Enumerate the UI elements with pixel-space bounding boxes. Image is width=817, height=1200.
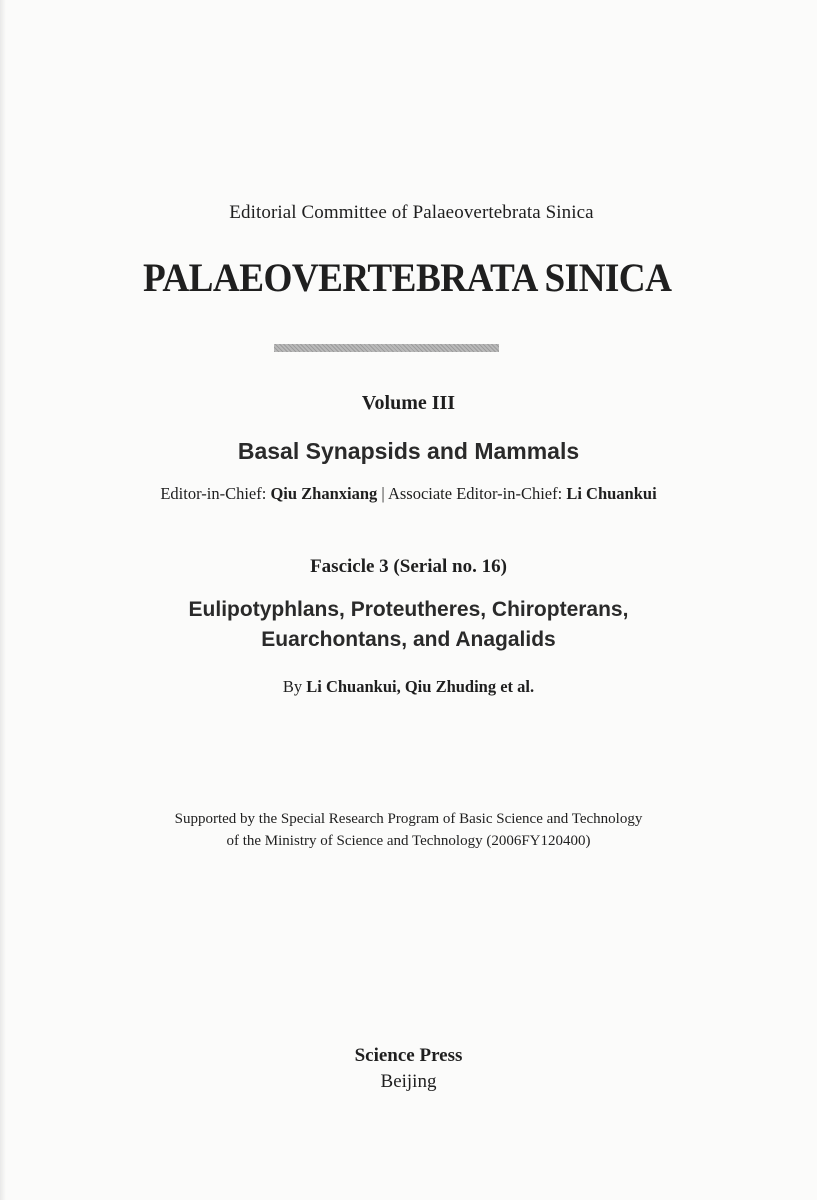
associate-editor-name: Li Chuankui [566,484,657,503]
fascicle-title-line-1: Eulipotyphlans, Proteutheres, Chiropterans, [188,598,629,621]
editors-line [0,484,817,504]
volume-title: Basal Synapsids and Mammals [237,438,580,464]
publisher-name: Science Press [354,1045,463,1066]
fascicle-title-line-2: Euarchontans, and Anagalids [261,628,556,651]
editors-separator: | [377,484,388,503]
byline-authors: Li Chuankui, Qiu Zhuding et al. [306,677,535,696]
associate-editor-label: Associate Editor-in-Chief: [387,484,567,503]
chief-editor-label: Editor-in-Chief: [160,484,271,503]
publisher-city: Beijing [380,1071,437,1092]
byline [0,677,817,697]
fascicle-number: Fascicle 3 (Serial no. 16) [310,556,507,577]
support-line-1: Supported by the Special Research Program of Basic Science and Technology [174,811,643,827]
series-title: PALAEOVERTEBRATA SINICA [142,255,672,300]
support-line-2: of the Ministry of Science and Technology (2006FY120400) [226,833,591,849]
volume-number: Volume III [361,392,456,414]
decorative-rule [274,344,499,352]
byline-prefix: By [282,677,307,696]
chief-editor-name: Qiu Zhanxiang [270,484,378,503]
editorial-committee: Editorial Committee of Palaeovertebrata Sinica [229,202,594,223]
